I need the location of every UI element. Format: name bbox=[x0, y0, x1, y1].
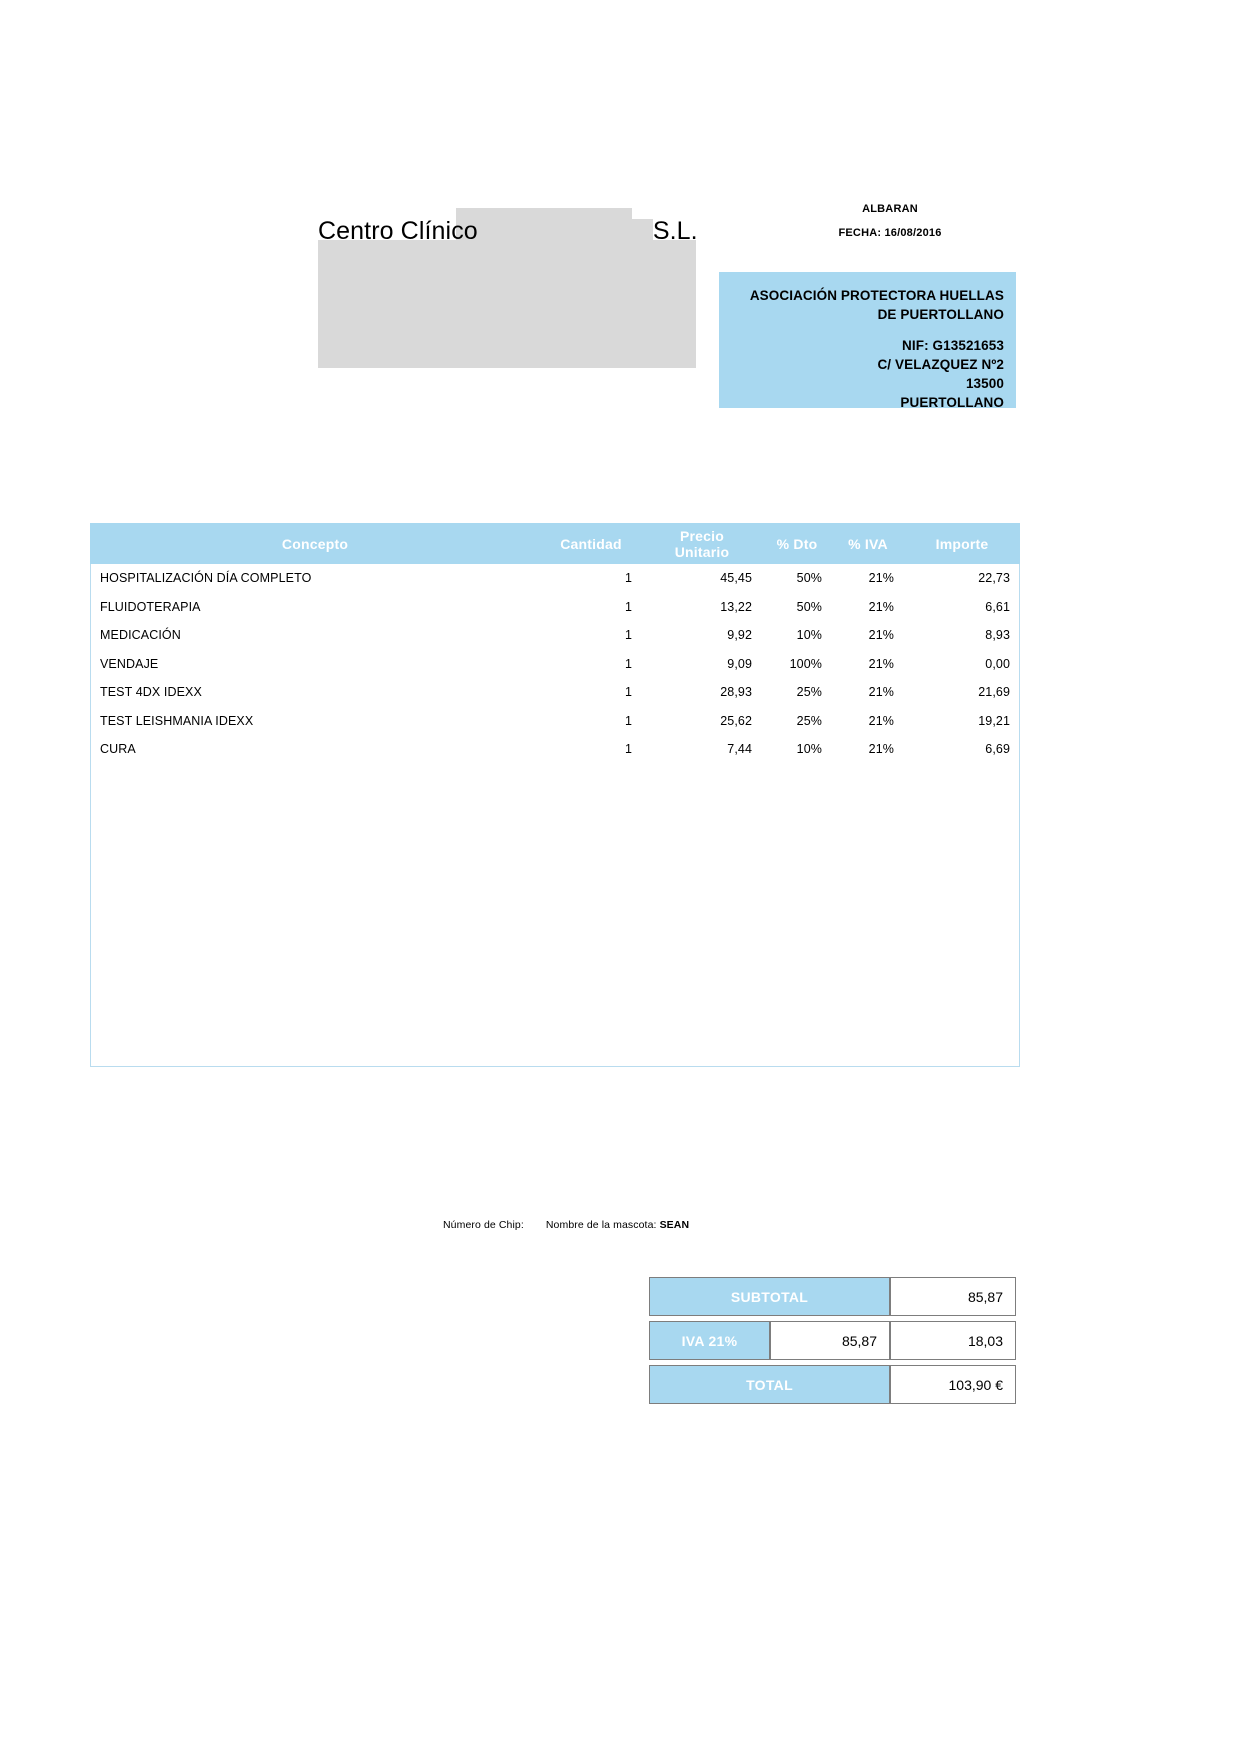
redaction-block-main bbox=[318, 240, 696, 368]
client-spacer bbox=[731, 324, 1004, 336]
issuer-name-prefix: Centro Clínico bbox=[318, 217, 478, 245]
client-name-line-1: ASOCIACIÓN PROTECTORA HUELLAS bbox=[749, 288, 1004, 303]
cell-iva: 21% bbox=[868, 713, 894, 728]
cell-importe: 0,00 bbox=[985, 656, 1010, 671]
column-header-precio-unitario: Precio Unitario bbox=[642, 523, 762, 564]
column-header-dto: % Dto bbox=[762, 523, 832, 564]
cell-cantidad: 1 bbox=[624, 742, 632, 757]
table-row bbox=[90, 564, 1020, 593]
cell-dto: 100% bbox=[789, 656, 822, 671]
client-postal-code: 13500 bbox=[965, 376, 1004, 391]
client-street: C/ VELAZQUEZ Nº2 bbox=[877, 357, 1004, 372]
iva-label: IVA 21% bbox=[649, 1321, 770, 1360]
cell-importe: 19,21 bbox=[978, 713, 1010, 728]
column-header-concepto: Concepto bbox=[90, 523, 540, 564]
items-table-body bbox=[90, 564, 1020, 764]
document-header bbox=[0, 0, 1240, 440]
cell-cantidad: 1 bbox=[624, 571, 632, 586]
table-row bbox=[90, 621, 1020, 650]
cell-concepto: CURA bbox=[100, 742, 136, 757]
client-city: PUERTOLLANO bbox=[900, 395, 1004, 410]
totals-row-total bbox=[649, 1365, 1016, 1404]
iva-base-value: 85,87 bbox=[770, 1321, 890, 1360]
column-header-importe: Importe bbox=[904, 523, 1020, 564]
cell-concepto: TEST 4DX IDEXX bbox=[100, 685, 202, 700]
cell-dto: 25% bbox=[796, 685, 822, 700]
cell-dto: 10% bbox=[796, 628, 822, 643]
cell-precio: 25,62 bbox=[720, 713, 752, 728]
total-value: 103,90 € bbox=[890, 1365, 1016, 1404]
client-nif: NIF: G13521653 bbox=[902, 338, 1004, 353]
subtotal-value: 85,87 bbox=[890, 1277, 1016, 1316]
document-date-label: FECHA: 16/08/2016 bbox=[838, 227, 942, 239]
cell-precio: 9,92 bbox=[727, 628, 752, 643]
cell-iva: 21% bbox=[868, 656, 894, 671]
cell-concepto: TEST LEISHMANIA IDEXX bbox=[100, 713, 254, 728]
items-table bbox=[90, 523, 1020, 764]
cell-precio: 7,44 bbox=[727, 742, 752, 757]
client-address-box bbox=[719, 272, 1016, 408]
table-row bbox=[90, 593, 1020, 622]
table-row bbox=[90, 735, 1020, 764]
cell-iva: 21% bbox=[868, 628, 894, 643]
document-type-label: ALBARAN bbox=[862, 203, 918, 215]
cell-cantidad: 1 bbox=[624, 685, 632, 700]
pet-name-value: SEAN bbox=[659, 1219, 690, 1231]
items-table-header-row bbox=[90, 523, 1020, 564]
table-row bbox=[90, 707, 1020, 736]
cell-cantidad: 1 bbox=[624, 599, 632, 614]
total-label: TOTAL bbox=[649, 1365, 890, 1404]
cell-precio: 13,22 bbox=[720, 599, 752, 614]
cell-dto: 25% bbox=[796, 713, 822, 728]
totals-block bbox=[649, 1277, 1016, 1409]
cell-importe: 21,69 bbox=[978, 685, 1010, 700]
chip-number-label: Número de Chip: bbox=[443, 1219, 524, 1231]
cell-cantidad: 1 bbox=[624, 713, 632, 728]
totals-row-subtotal bbox=[649, 1277, 1016, 1316]
issuer-company-name bbox=[318, 216, 698, 246]
cell-iva: 21% bbox=[868, 742, 894, 757]
totals-row-iva bbox=[649, 1321, 1016, 1360]
cell-concepto: HOSPITALIZACIÓN DÍA COMPLETO bbox=[100, 571, 312, 586]
cell-precio: 45,45 bbox=[720, 571, 752, 586]
cell-importe: 8,93 bbox=[985, 628, 1010, 643]
cell-iva: 21% bbox=[868, 599, 894, 614]
column-header-cantidad: Cantidad bbox=[540, 523, 642, 564]
cell-concepto: MEDICACIÓN bbox=[100, 628, 181, 643]
cell-importe: 6,61 bbox=[985, 599, 1010, 614]
cell-cantidad: 1 bbox=[624, 628, 632, 643]
cell-concepto: FLUIDOTERAPIA bbox=[100, 599, 201, 614]
table-row bbox=[90, 650, 1020, 679]
cell-dto: 50% bbox=[796, 571, 822, 586]
cell-dto: 10% bbox=[796, 742, 822, 757]
pet-name-label: Nombre de la mascota: bbox=[545, 1219, 657, 1231]
subtotal-label: SUBTOTAL bbox=[649, 1277, 890, 1316]
cell-iva: 21% bbox=[868, 685, 894, 700]
cell-concepto: VENDAJE bbox=[100, 656, 159, 671]
cell-precio: 28,93 bbox=[720, 685, 752, 700]
cell-importe: 6,69 bbox=[985, 742, 1010, 757]
issuer-name-suffix: S.L. bbox=[652, 217, 698, 245]
document-meta bbox=[760, 203, 1020, 239]
pet-info-line bbox=[443, 1219, 689, 1231]
table-row bbox=[90, 678, 1020, 707]
client-name-line-2: DE PUERTOLLANO bbox=[877, 307, 1004, 322]
cell-importe: 22,73 bbox=[978, 571, 1010, 586]
cell-iva: 21% bbox=[868, 571, 894, 586]
iva-amount-value: 18,03 bbox=[890, 1321, 1016, 1360]
cell-precio: 9,09 bbox=[727, 656, 752, 671]
cell-dto: 50% bbox=[796, 599, 822, 614]
cell-cantidad: 1 bbox=[624, 656, 632, 671]
issuer-name-redaction bbox=[478, 219, 653, 243]
column-header-iva: % IVA bbox=[832, 523, 904, 564]
